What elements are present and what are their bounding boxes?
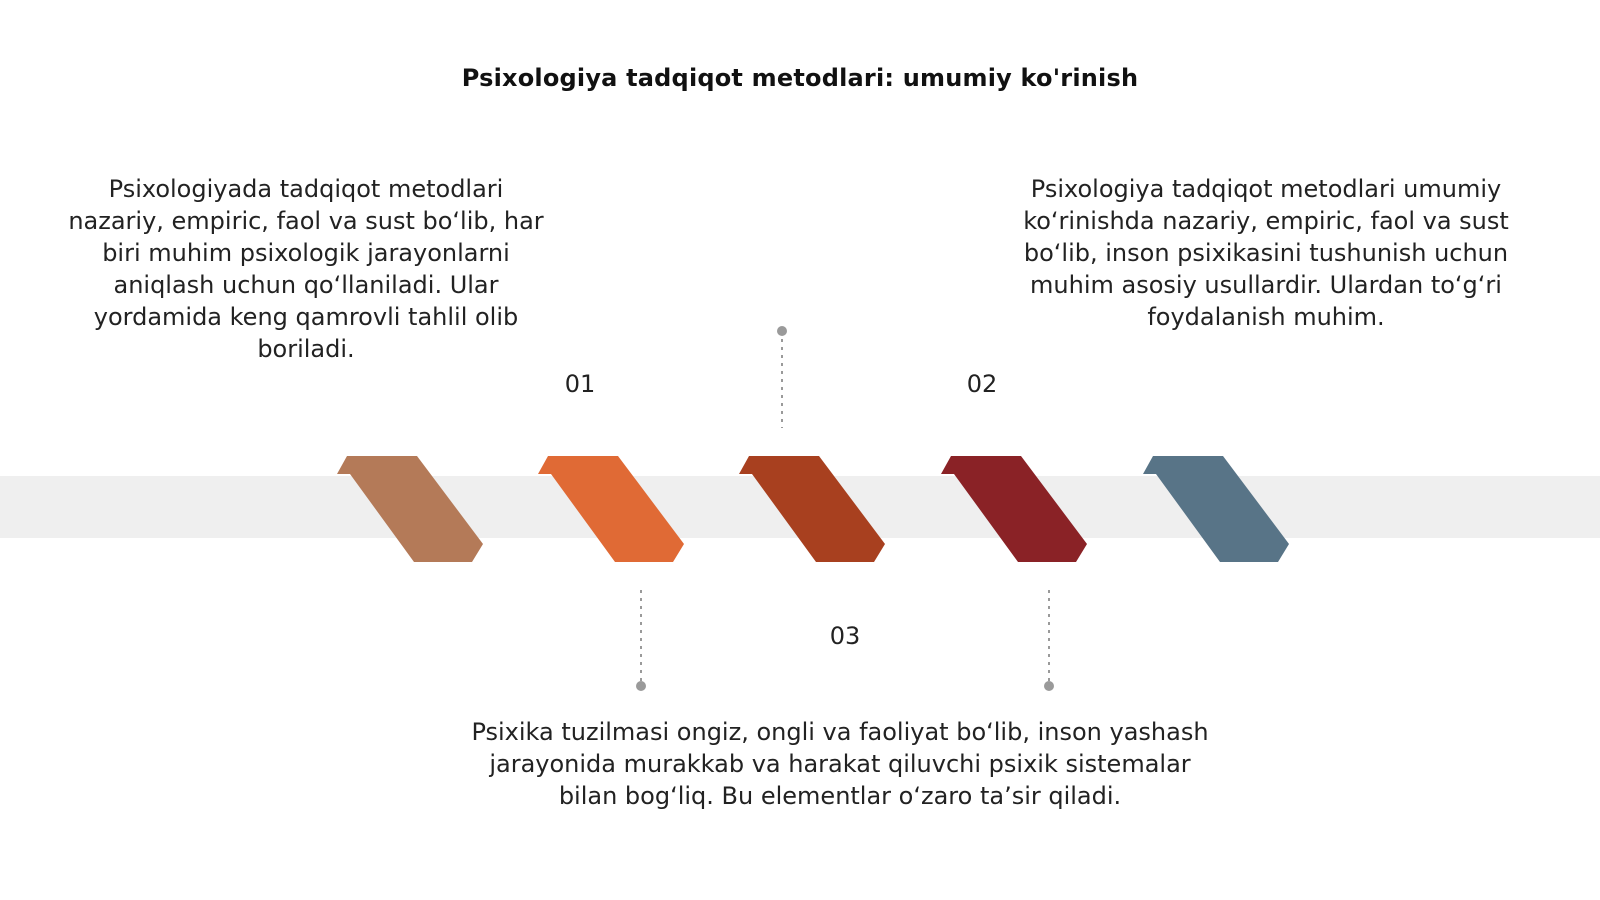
step-3-text: Psixika tuzilmasi ongiz, ongli va faoliyat bo‘lib, inson yashash jarayonida murakkab va harakat qiluvchi psixik sistemalar bilan bog‘liq. Bu elementlar o‘zaro ta’sir qiladi. [471, 718, 1209, 810]
connector-dot-bottom-left [636, 681, 646, 691]
step-2-number: 02 [966, 370, 998, 398]
step-1-number: 01 [564, 370, 596, 398]
connector-dot-top [777, 326, 787, 336]
step-3-number: 03 [829, 622, 861, 650]
slide-title: Psixologiya tadqiqot metodlari: umumiy ko'rinish [461, 64, 1139, 92]
step-2-text: Psixologiya tadqiqot metodlari umumiy ko‘rinishda nazariy, empiric, faol va sust bo‘lib, inson psixikasini tushunish uchun muhim asosiy usullardir. Ulardan to‘g‘ri foydalanish muhim. [1023, 175, 1509, 331]
connector-dot-bottom-right [1044, 681, 1054, 691]
step-1-text: Psixologiyada tadqiqot metodlari nazariy, empiric, faol va sust bo‘lib, har biri muhim psixologik jarayonlarni aniqlash uchun qo‘llaniladi. Ular yordamida keng qamrovli tahlil olib boriladi. [68, 175, 544, 363]
